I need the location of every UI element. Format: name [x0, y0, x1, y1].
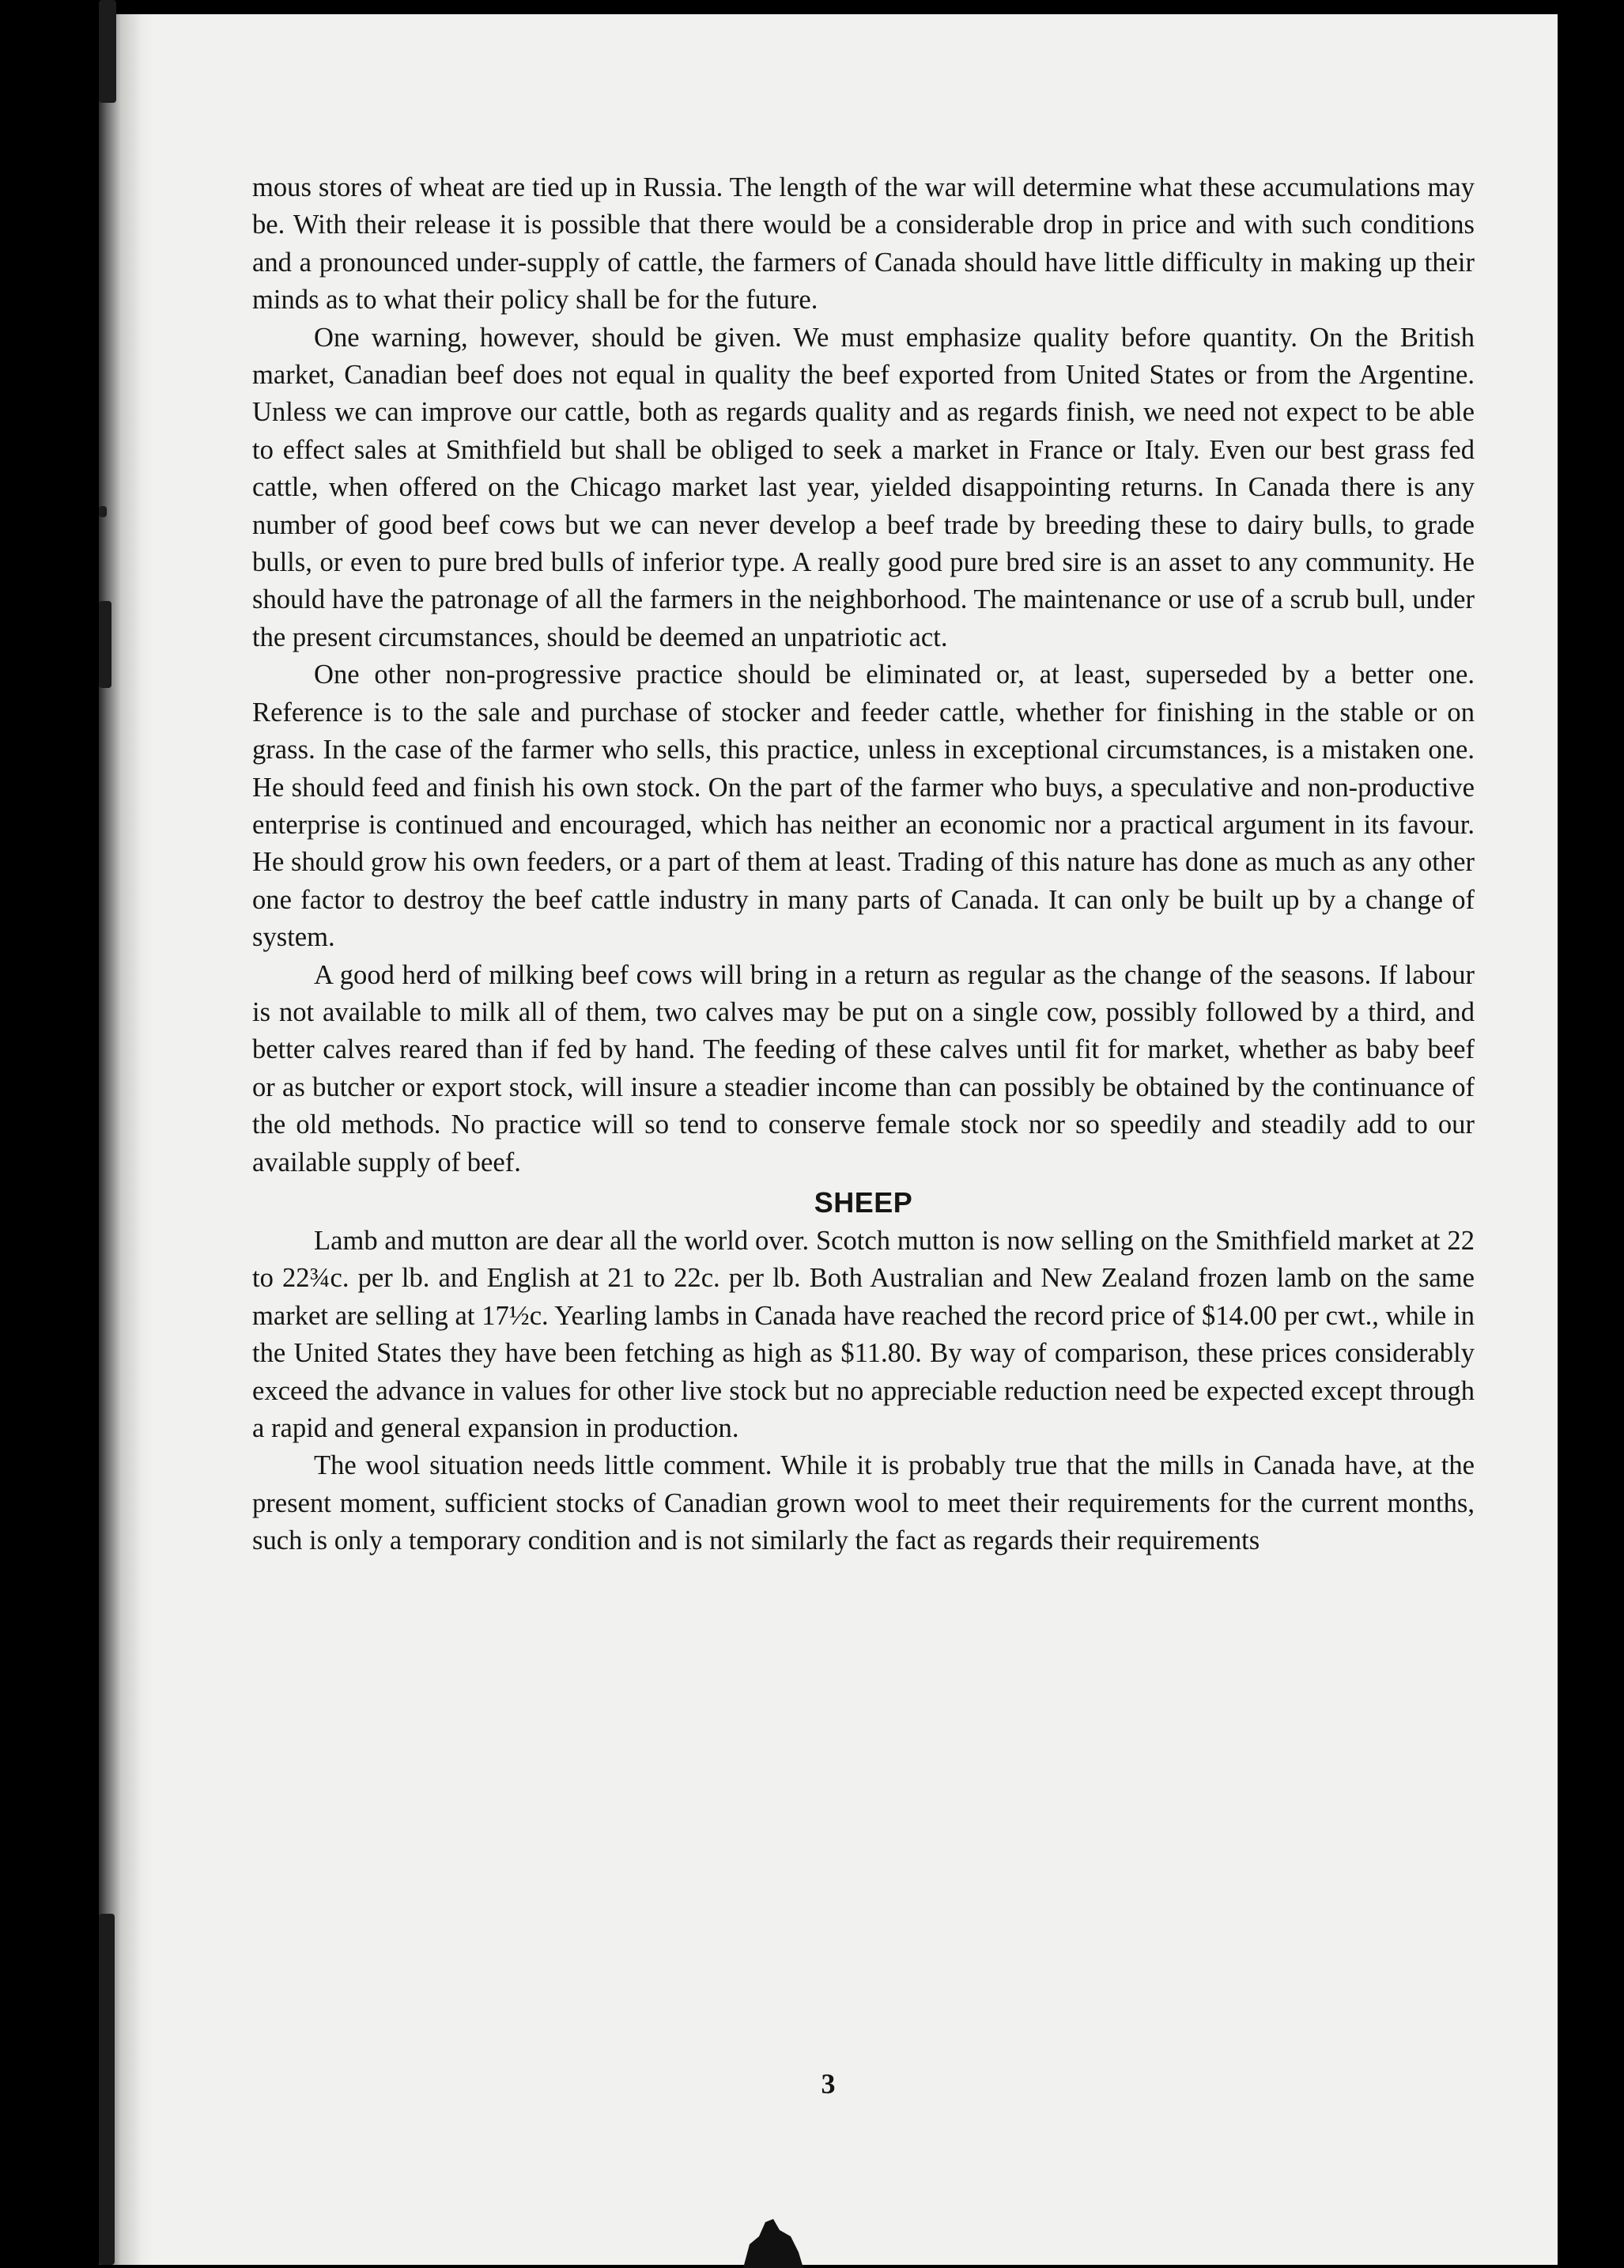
binding-mark-top	[99, 0, 116, 103]
binding-mark-bottom	[99, 1914, 115, 2265]
section-heading-sheep: SHEEP	[814, 1185, 913, 1219]
document-page	[99, 14, 1558, 2265]
body-text	[252, 169, 1475, 1560]
paragraph-lamb-mutton-prices: Lamb and mutton are dear all the world over. Scotch mutton is now selling on the Smithfield market at 22 to 22¾c. per lb. and English at 21 to 22c. per lb. Both Australian and New Zealand frozen lamb on the same market are selling at 17½c. Yearling lambs in Canada have reached the record price of $14.00 per cwt., while in the United States they have been fetching as high as $11.80. By way of comparison, these prices considerably exceed the advance in values for other live stock but no appreciable reduction need be expected except through a rapid and general expansion in production.	[252, 1225, 1475, 1443]
paragraph-wheat-continued: mous stores of wheat are tied up in Russia. The length of the war will determine what these accumulations may be. With their release it is possible that there would be a considerable drop in price and with such conditions and a pronounced under-supply of cattle, the farmers of Canada should have little difficulty in making up their minds as to what their policy shall be for the future.	[252, 172, 1475, 316]
paragraph-stocker-feeder: One other non-progressive practice should be eliminated or, at least, superseded by a better one. Reference is to the sale and purchase of stocker and feeder cattle, whether for finishing in the stable or on grass. In the case of the farmer who sells, this practice, unless in exceptional circumstances, is a mistaken one. He should feed and finish his own stock. On the part of the farmer who buys, a speculative and non-productive enterprise is continued and encouraged, which has neither an economic nor a practical argument in its favour. He should grow his own feeders, or a part of them at least. Trading of this nature has done as much as any other one factor to destroy the beef cattle industry in many parts of Canada. It can only be built up by a change of system.	[252, 660, 1475, 953]
paragraph-milking-beef-cows: A good herd of milking beef cows will bring in a return as regular as the change of the seasons. If labour is not available to milk all of them, two calves may be put on a single cow, possibly followed by a third, and better calves reared than if fed by hand. The feeding of these calves until fit for market, whether as baby beef or as butcher or export stock, will insure a steadier income than can possibly be obtained by the continuance of the old methods. No practice will so tend to conserve female stock nor so speedily and steadily add to our available supply of beef.	[252, 959, 1475, 1177]
ink-blot-mark	[735, 2213, 806, 2268]
binding-mark-mid	[99, 601, 111, 688]
binding-mark-small	[99, 506, 107, 517]
paragraph-wool-situation: The wool situation needs little comment. While it is probably true that the mills in Canada have, at the present moment, sufficient stocks of Canadian grown wool to meet their requirements for the current months, such is only a temporary condition and is not similarly the fact as regards their requirements	[252, 1450, 1475, 1556]
page-number: 3	[821, 2068, 836, 2100]
paragraph-quality-warning: One warning, however, should be given. We must emphasize quality before quantity. On the British market, Canadian beef does not equal in quality the beef exported from United States or from the Argentine. Unless we can improve our cattle, both as regards quality and as regards finish, we need not expect to be able to effect sales at Smithfield but shall be obliged to seek a market in France or Italy. Even our best grass fed cattle, when offered on the Chicago market last year, yielded disappointing returns. In Canada there is any number of good beef cows but we can never develop a beef trade by breeding these to dairy bulls, to grade bulls, or even to pure bred bulls of inferior type. A really good pure bred sire is an asset to any community. He should have the patronage of all the farmers in the neighborhood. The maintenance or use of a scrub bull, under the present circumstances, should be deemed an unpatriotic act.	[252, 322, 1475, 652]
